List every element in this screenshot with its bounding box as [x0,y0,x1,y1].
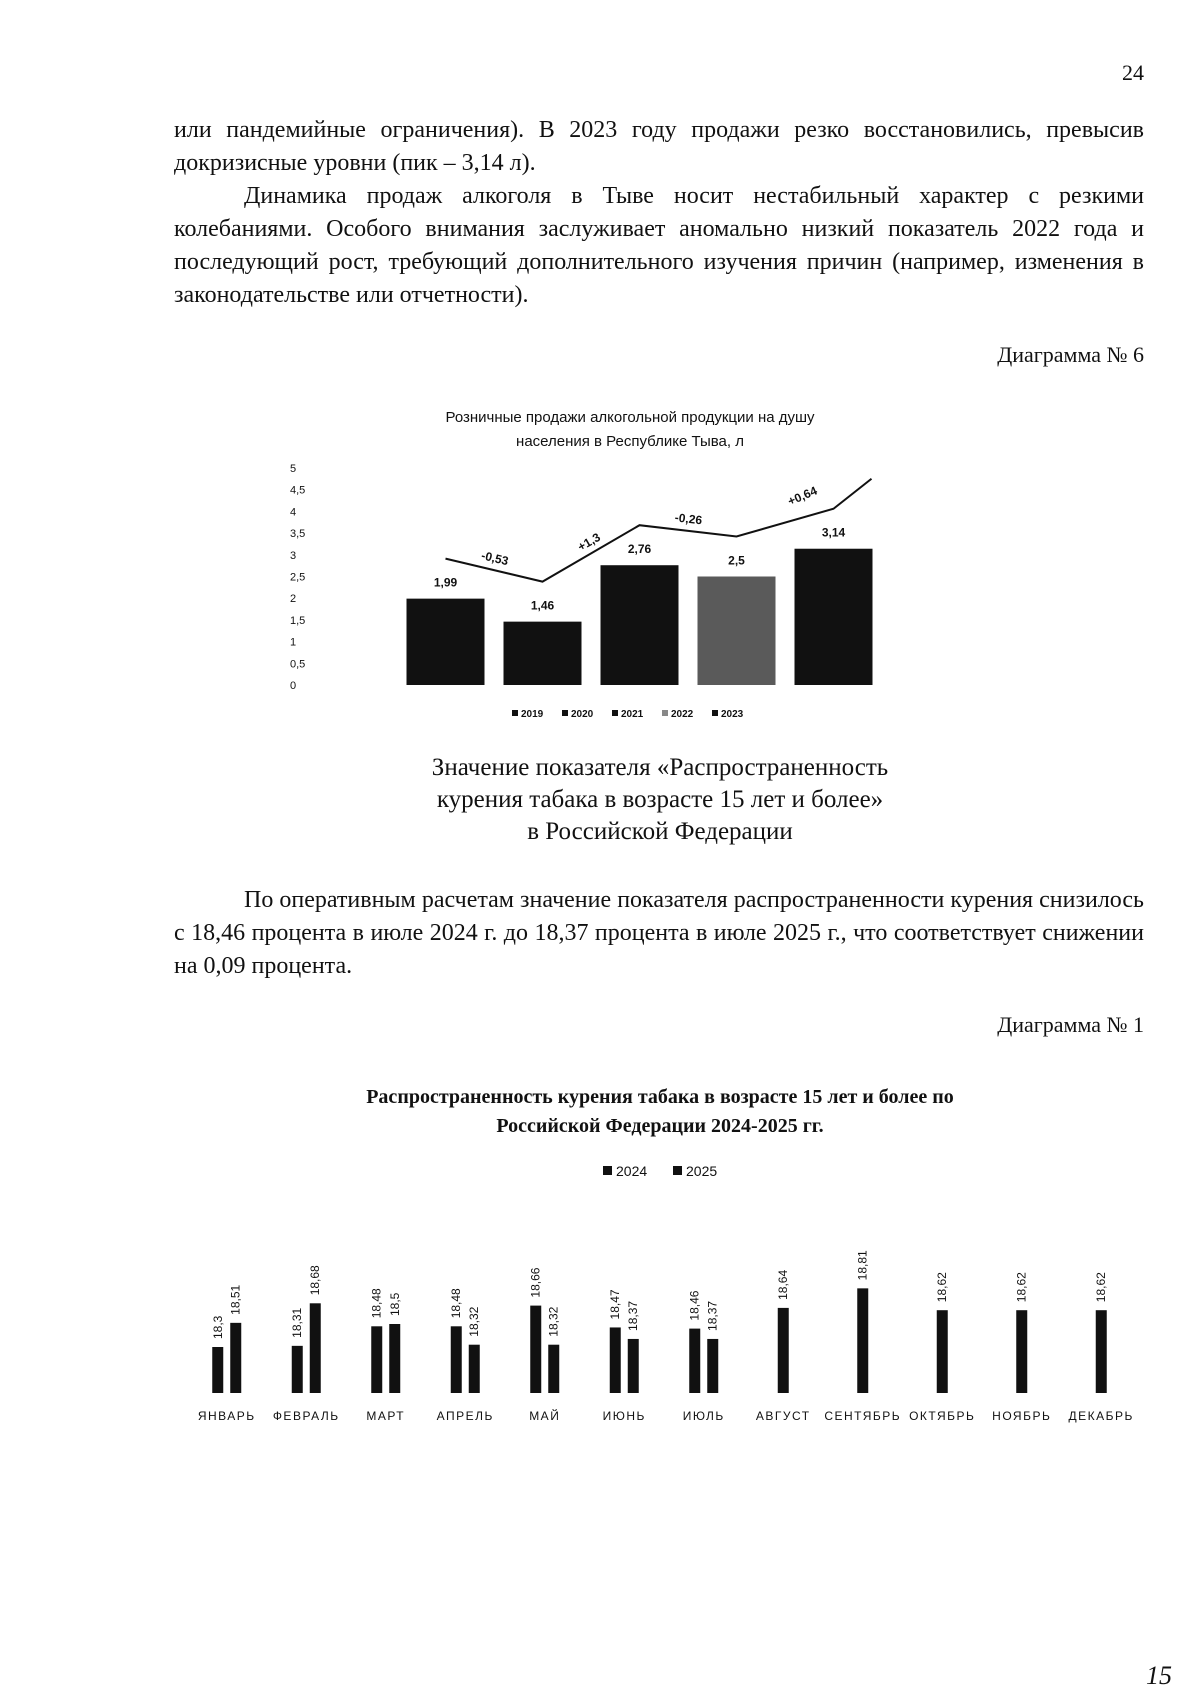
chart1-title-line: населения в Республике Тыва, л [516,433,744,450]
chart1-ytick-label: 0,5 [290,658,306,671]
chart1-legend-label: 2020 [571,709,594,720]
chart2-bar [1096,1310,1107,1393]
chart1-ytick-label: 5 [290,463,297,475]
chart1-ytick-label: 4,5 [290,484,306,497]
section-title-line-1: Значение показателя «Распространенность [431,754,889,781]
chart1-ytick-label: 1,5 [290,614,306,627]
paragraph-smoking: По оперативным расчетам значение показателя распространенности курения снизилось с 18,46 процента в июле 2024 г. до 18,37 процента в июле 2025 г., что соответствует снижении на 0,09 процента. [174,887,1144,979]
chart1-legend-swatch [712,710,718,716]
chart1-ytick-label: 3,5 [290,528,306,541]
chart2-category-label: АПРЕЛЬ [436,1409,494,1423]
chart2-bar [469,1345,480,1393]
chart2-value-label: 18,62 [1014,1272,1029,1303]
chart2-value-label: 18,81 [855,1250,870,1281]
chart2-bar [548,1345,559,1393]
chart1-ytick-label: 0 [290,680,297,692]
chart2-bar [292,1346,303,1393]
chart2-legend-label: 2024 [616,1163,648,1179]
chart2-value-label: 18,32 [546,1306,561,1337]
diagram-label-6: Диаграмма № 6 [997,342,1144,367]
chart2-value-label: 18,37 [626,1300,641,1331]
chart2-category-label: ДЕКАБРЬ [1068,1409,1134,1423]
chart2-category-label: СЕНТЯБРЬ [824,1409,902,1423]
chart2-bar [778,1308,789,1393]
chart2-value-label: 18,37 [705,1300,720,1331]
chart1-value-label: 1,99 [433,575,458,590]
chart1-legend-label: 2022 [671,709,694,720]
chart2-bar [451,1326,462,1393]
chart1-value-label: 2,5 [728,553,745,568]
chart1-change-label: -0,53 [479,548,510,569]
chart1-ytick-label: 3 [290,549,297,562]
chart1-ytick-label: 1 [290,636,297,649]
chart2-value-label: 18,68 [308,1265,323,1296]
diagram-label-1: Диаграмма № 1 [997,1012,1144,1037]
chart2-category-label: ОКТЯБРЬ [909,1409,976,1423]
chart2-bar [689,1329,700,1393]
chart2-bar [707,1339,718,1393]
chart2-value-label: 18,32 [467,1306,482,1337]
chart2-value-label: 18,5 [387,1292,402,1316]
chart2-value-label: 18,3 [210,1315,225,1339]
chart1-change-label: +1,3 [575,529,603,554]
chart2-category-label: МАРТ [366,1409,406,1423]
corner-handwritten-mark: 15 [1146,1661,1172,1690]
chart1-legend-swatch [562,710,568,716]
chart2-category-label: НОЯБРЬ [992,1409,1052,1423]
chart2-value-label: 18,47 [608,1289,623,1320]
chart1-bar [601,565,679,685]
chart2-value-label: 18,64 [776,1269,791,1300]
chart2-value-label: 18,48 [369,1288,384,1319]
page-number: 24 [1122,60,1144,85]
chart2-value-label: 18,62 [1094,1272,1109,1303]
chart2-category-label: МАЙ [529,1409,561,1423]
section-title-line-3: в Российской Федерации [527,818,793,845]
chart1-bar [698,577,776,686]
chart1-value-label: 2,76 [627,542,652,557]
paragraph-intro: или пандемийные ограничения). В 2023 году продажи резко восстановились, превысив докризисные уровни (пик – 3,14 л). [174,117,1144,176]
chart2-legend-swatch [603,1166,612,1175]
chart2-value-label: 18,46 [687,1290,702,1321]
smoking-prevalence-chart [175,1075,1145,1425]
chart1-bar [504,622,582,685]
section-title [300,752,1020,848]
chart2-category-label: ФЕВРАЛЬ [272,1409,340,1423]
chart2-bar [230,1323,241,1393]
chart2-legend-swatch [673,1166,682,1175]
chart2-bar [371,1326,382,1393]
paragraph-alcohol-dynamics: Динамика продаж алкоголя в Тыве носит нестабильный характер с резкими колебаниями. Особого внимания заслуживает аномально низкий показатель 2022 года и последующий рост, требующий дополнительного изучения причин (например, изменения в законодательстве или отчетности). [174,183,1144,308]
chart1-legend-swatch [512,710,518,716]
chart1-legend-label: 2019 [521,709,544,720]
section-title-line-2: курения табака в возрасте 15 лет и более» [436,786,884,813]
chart2-bar [310,1303,321,1393]
chart1-legend-label: 2023 [721,709,744,720]
chart1-change-label: -0,26 [674,510,703,528]
alcohol-sales-chart [290,400,970,735]
chart2-bar [628,1339,639,1393]
chart1-bar [407,599,485,685]
chart2-title-line: Российской Федерации 2024-2025 гг. [496,1115,824,1137]
chart1-ytick-label: 2,5 [290,571,306,584]
chart2-title-line: Распространенность курения табака в возрасте 15 лет и более по [366,1086,954,1108]
chart2-value-label: 18,51 [228,1284,243,1315]
chart2-bar [389,1324,400,1393]
chart1-legend-swatch [662,710,668,716]
chart1-ytick-label: 4 [290,506,297,519]
chart1-bar [795,549,873,685]
chart1-change-label: +0,64 [785,483,820,509]
chart2-bar [857,1288,868,1393]
chart1-legend-swatch [612,710,618,716]
chart1-legend-label: 2021 [621,709,644,720]
chart1-ytick-label: 2 [290,593,297,606]
chart2-bar [610,1327,621,1393]
chart2-category-label: ЯНВАРЬ [197,1409,256,1423]
chart2-bar [1016,1310,1027,1393]
chart2-category-label: ИЮЛЬ [682,1409,725,1423]
chart2-value-label: 18,48 [449,1288,464,1319]
chart2-bar [212,1347,223,1393]
chart2-bar [937,1310,948,1393]
chart2-value-label: 18,62 [935,1272,950,1303]
chart2-category-label: ИЮНЬ [602,1409,646,1423]
chart1-value-label: 3,14 [821,525,846,540]
chart2-category-label: АВГУСТ [755,1409,811,1423]
chart2-legend-label: 2025 [686,1163,718,1179]
chart1-value-label: 1,46 [530,598,555,613]
chart1-title-line: Розничные продажи алкогольной продукции на душу [445,409,815,426]
chart2-bar [530,1306,541,1393]
chart2-value-label: 18,31 [290,1307,305,1338]
chart2-value-label: 18,66 [528,1267,543,1298]
